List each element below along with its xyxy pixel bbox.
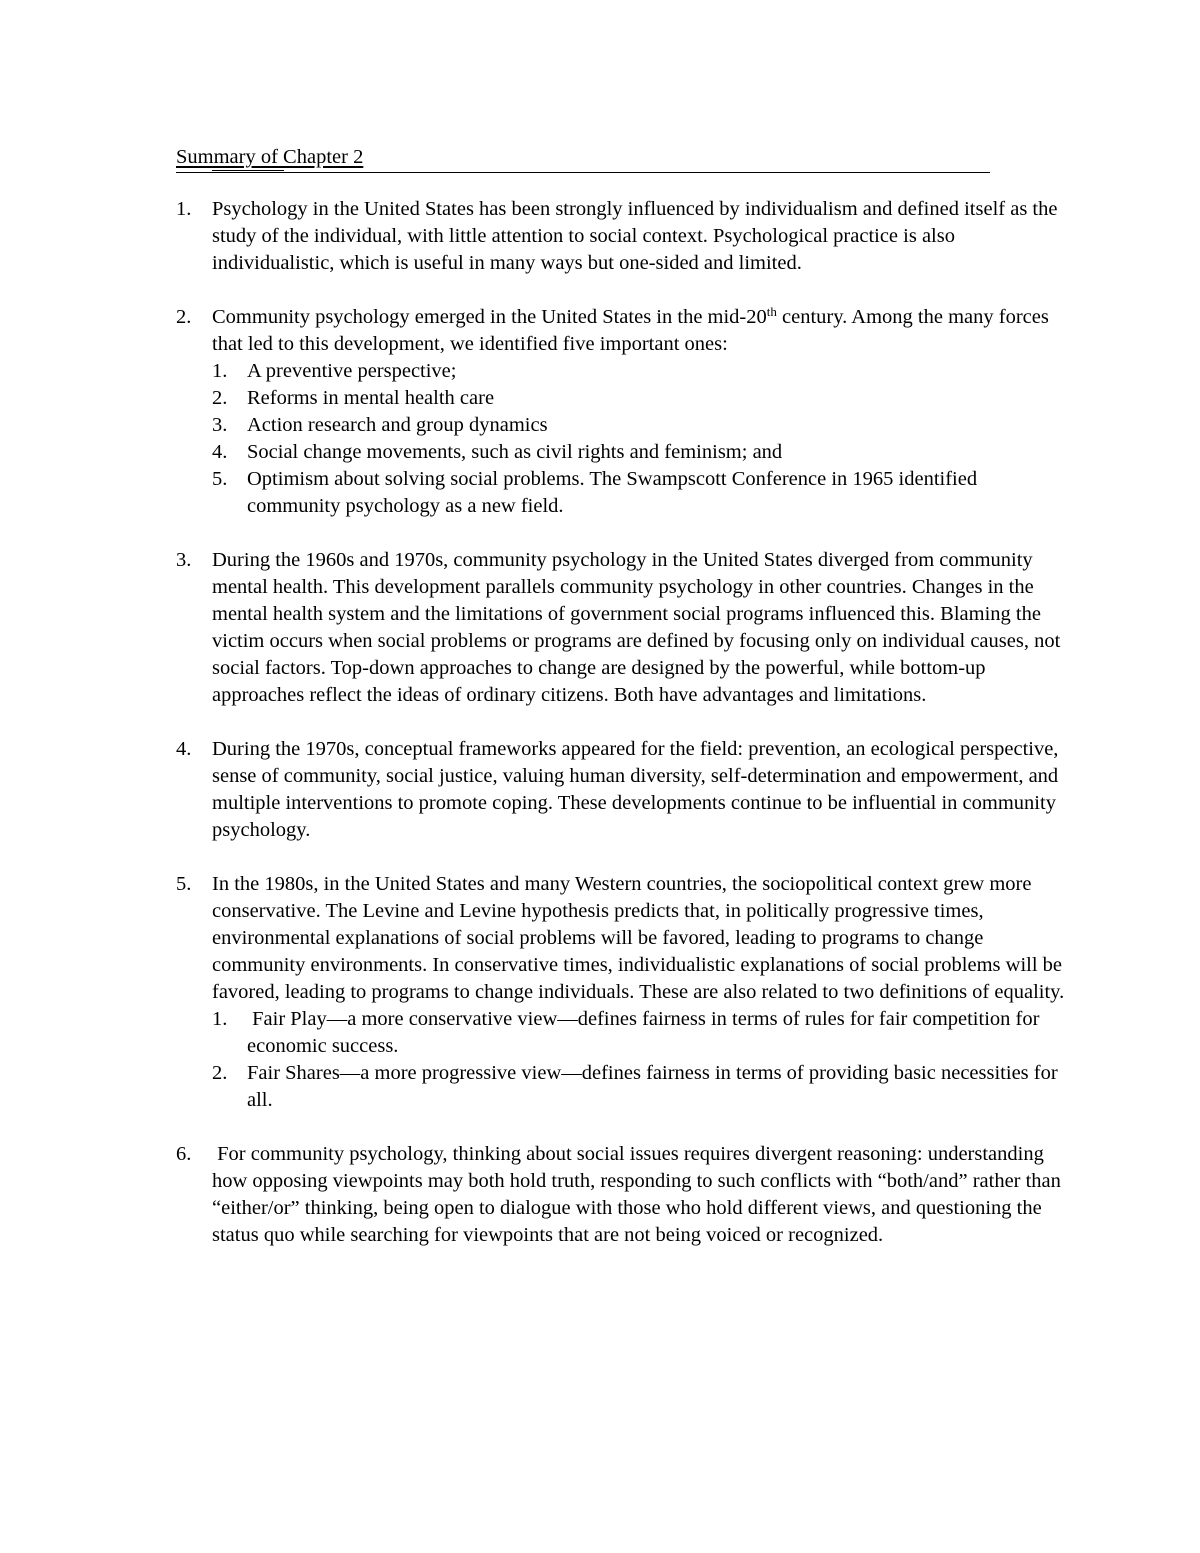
item-text-part-b: century. Among the many forces that led to this development, we identified five important ones: bbox=[212, 306, 1049, 355]
sub-item-number: 2. bbox=[212, 1062, 228, 1084]
page-title bbox=[176, 144, 990, 173]
sub-list-item bbox=[212, 385, 1066, 412]
item-number: 5. bbox=[176, 873, 192, 895]
sub-item-number: 3. bbox=[212, 414, 228, 436]
summary-item-6 bbox=[176, 1141, 1066, 1249]
title-underline-extension bbox=[212, 170, 284, 171]
sub-list bbox=[212, 1006, 1066, 1114]
item-number: 6. bbox=[176, 1143, 192, 1165]
sub-list-item bbox=[212, 439, 1066, 466]
sub-list bbox=[212, 358, 1066, 520]
item-number: 1. bbox=[176, 198, 192, 220]
sub-item-number: 1. bbox=[212, 1008, 228, 1030]
sub-list-item bbox=[212, 1060, 1066, 1114]
sub-item-text: Fair Play—a more conservative view—defines fairness in terms of rules for fair competition for economic success. bbox=[247, 1008, 1045, 1057]
summary-list bbox=[176, 196, 1066, 1276]
ordinal-superscript: th bbox=[766, 304, 777, 319]
item-number: 2. bbox=[176, 306, 192, 328]
sub-item-number: 1. bbox=[212, 360, 228, 382]
sub-item-text: Action research and group dynamics bbox=[247, 414, 548, 436]
sub-list-item bbox=[212, 358, 1066, 385]
page-title-text: Summary of Chapter 2 bbox=[176, 146, 364, 168]
summary-item-5 bbox=[176, 871, 1066, 1114]
item-text-part-a: Community psychology emerged in the United States in the mid-20 bbox=[212, 306, 767, 328]
sub-list-item bbox=[212, 1006, 1066, 1060]
item-number: 3. bbox=[176, 549, 192, 571]
sub-item-number: 4. bbox=[212, 441, 228, 463]
sub-item-text: Social change movements, such as civil rights and feminism; and bbox=[247, 441, 783, 463]
sub-item-text: Fair Shares—a more progressive view—defines fairness in terms of providing basic necessities for all. bbox=[247, 1062, 1058, 1111]
item-text: In the 1980s, in the United States and many Western countries, the sociopolitical context grew more conservative. The Levine and Levine hypothesis predicts that, in politically progressive times, environmental explanations of social problems will be favored, leading to programs to change community environments. In conservative times, individualistic explanations of social problems will be favored, leading to programs to change individuals. These are also related to two definitions of equality. bbox=[212, 873, 1065, 1003]
item-text: During the 1970s, conceptual frameworks appeared for the field: prevention, an ecological perspective, sense of community, social justice, valuing human diversity, self-determination and empowerment, and multiple interventions to promote coping. These developments continue to be influential in community psychology. bbox=[212, 738, 1059, 841]
summary-item-2 bbox=[176, 304, 1066, 520]
item-number: 4. bbox=[176, 738, 192, 760]
sub-item-number: 2. bbox=[212, 387, 228, 409]
sub-list-item bbox=[212, 466, 1066, 520]
sub-list-item bbox=[212, 412, 1066, 439]
sub-item-text: Reforms in mental health care bbox=[247, 387, 495, 409]
sub-item-number: 5. bbox=[212, 468, 228, 490]
sub-item-text: Optimism about solving social problems. The Swampscott Conference in 1965 identified community psychology as a new field. bbox=[247, 468, 978, 517]
item-text: Psychology in the United States has been strongly influenced by individualism and defined itself as the study of the individual, with little attention to social context. Psychological practice is also individualistic, which is useful in many ways but one-sided and limited. bbox=[212, 198, 1058, 274]
summary-item-4 bbox=[176, 736, 1066, 844]
summary-item-1 bbox=[176, 196, 1066, 277]
summary-item-3 bbox=[176, 547, 1066, 709]
item-text bbox=[212, 304, 1066, 358]
item-text: During the 1960s and 1970s, community psychology in the United States diverged from community mental health. This development parallels community psychology in other countries. Changes in the mental health system and the limitations of government social programs influenced this. Blaming the victim occurs when social problems or programs are defined by focusing only on individual causes, not social factors. Top-down approaches to change are designed by the powerful, while bottom-up approaches reflect the ideas of ordinary citizens. Both have advantages and limitations. bbox=[212, 549, 1061, 706]
item-text: For community psychology, thinking about social issues requires divergent reasoning: understanding how opposing viewpoints may both hold truth, responding to such conflicts with “both/and” rather than “either/or” thinking, being open to dialogue with those who hold different views, and questioning the status quo while searching for viewpoints that are not being voiced or recognized. bbox=[212, 1143, 1067, 1246]
sub-item-text: A preventive perspective; bbox=[247, 360, 457, 382]
